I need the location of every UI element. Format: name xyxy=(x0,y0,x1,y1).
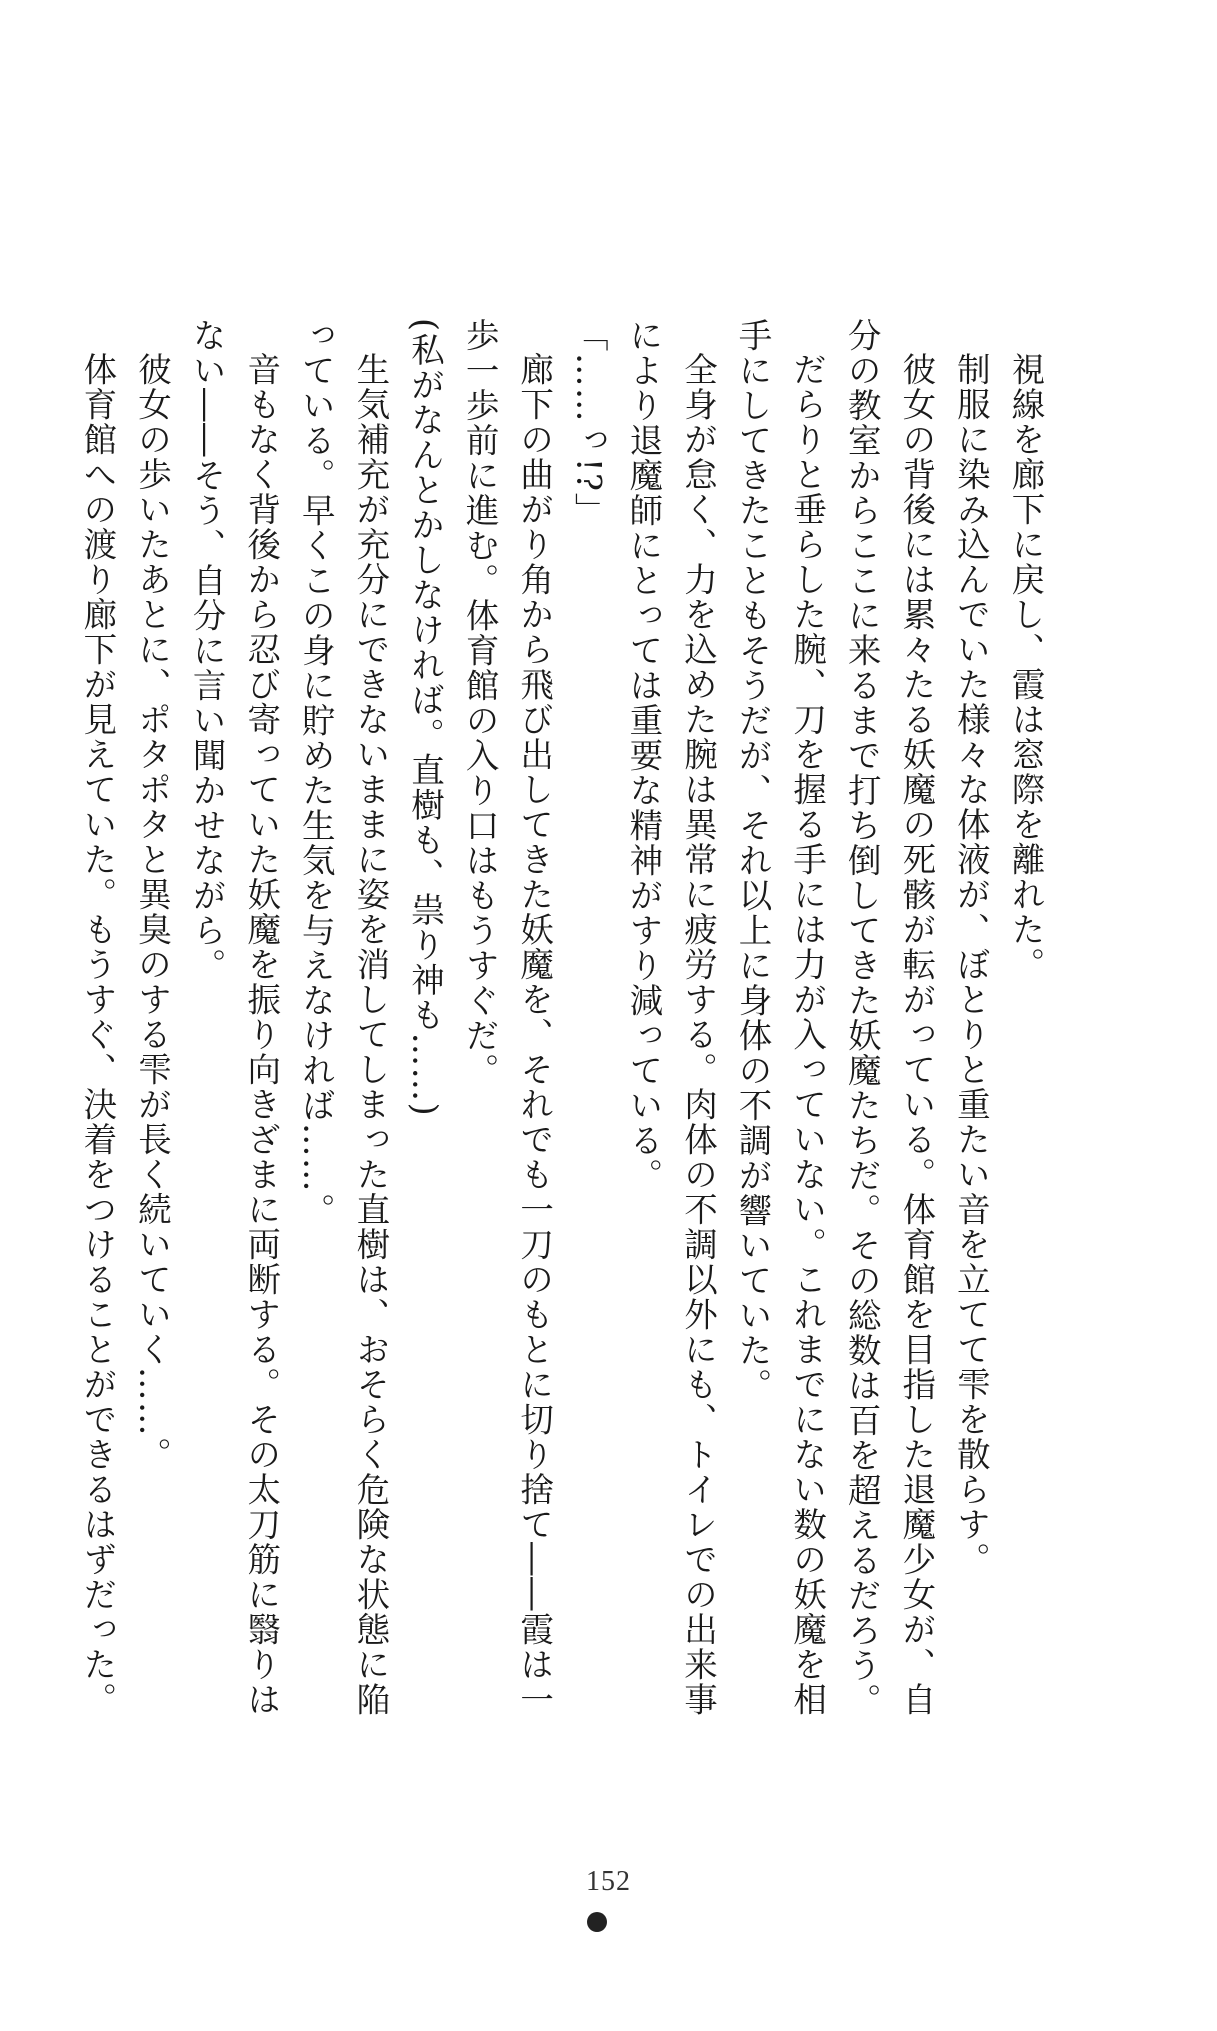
text-line: 生気補充が充分にできないままに姿を消してしまった直樹は、おそらく危険な状態に陥 xyxy=(350,351,390,1717)
dialogue-line: 「……っ!?」 xyxy=(569,318,609,528)
thought-line: (私がなんとかしなければ。直樹も、祟り神も……) xyxy=(405,318,445,1118)
text-line: 廊下の曲がり角から飛び出してきた妖魔を、それでも一刀のもとに切り捨て――霞は一 xyxy=(514,351,554,1717)
body-text xyxy=(69,318,1052,1718)
text-line: ない――そう、自分に言い聞かせながら。 xyxy=(187,318,227,983)
text-line: だらりと垂らした腕、刀を握る手には力が入っていない。これまでにない数の妖魔を相 xyxy=(787,351,827,1717)
text-line: 音もなく背後から忍び寄っていた妖魔を振り向きざまに両断する。その太刀筋に翳りは xyxy=(241,351,281,1717)
text-line: 彼女の背後には累々たる妖魔の死骸が転がっている。体育館を目指した退魔少女が、自 xyxy=(896,351,936,1717)
text-line: 手にしてきたこともそうだが、それ以上に身体の不調が響いていた。 xyxy=(733,318,773,1403)
page-number: 152 xyxy=(586,1866,631,1897)
text-line: により退魔師にとっては重要な精神がすり減っている。 xyxy=(623,318,663,1193)
text-line: 全身が怠く、力を込めた腕は異常に疲労する。肉体の不調以外にも、トイレでの出来事 xyxy=(678,351,718,1717)
text-line: 視線を廊下に戻し、霞は窓際を離れた。 xyxy=(1006,351,1045,982)
text-line: 歩一歩前に進む。体育館の入り口はもうすぐだ。 xyxy=(460,318,500,1088)
text-line: 制服に染み込んでいた様々な体液が、ぼとりと重たい音を立てて雫を散らす。 xyxy=(951,351,991,1577)
text-line: 分の教室からここに来るまで打ち倒してきた妖魔たちだ。その総数は百を超えるだろう。 xyxy=(842,318,882,1718)
page-marker-dot xyxy=(587,1912,607,1932)
text-line: 体育館への渡り廊下が見えていた。もうすぐ、決着をつけることができるはずだった。 xyxy=(77,351,117,1717)
text-line: っている。早くこの身に貯めた生気を与えなければ……。 xyxy=(296,318,336,1228)
text-line: 彼女の歩いたあとに、ポタポタと異臭のする雫が長く続いていく……。 xyxy=(132,351,172,1472)
